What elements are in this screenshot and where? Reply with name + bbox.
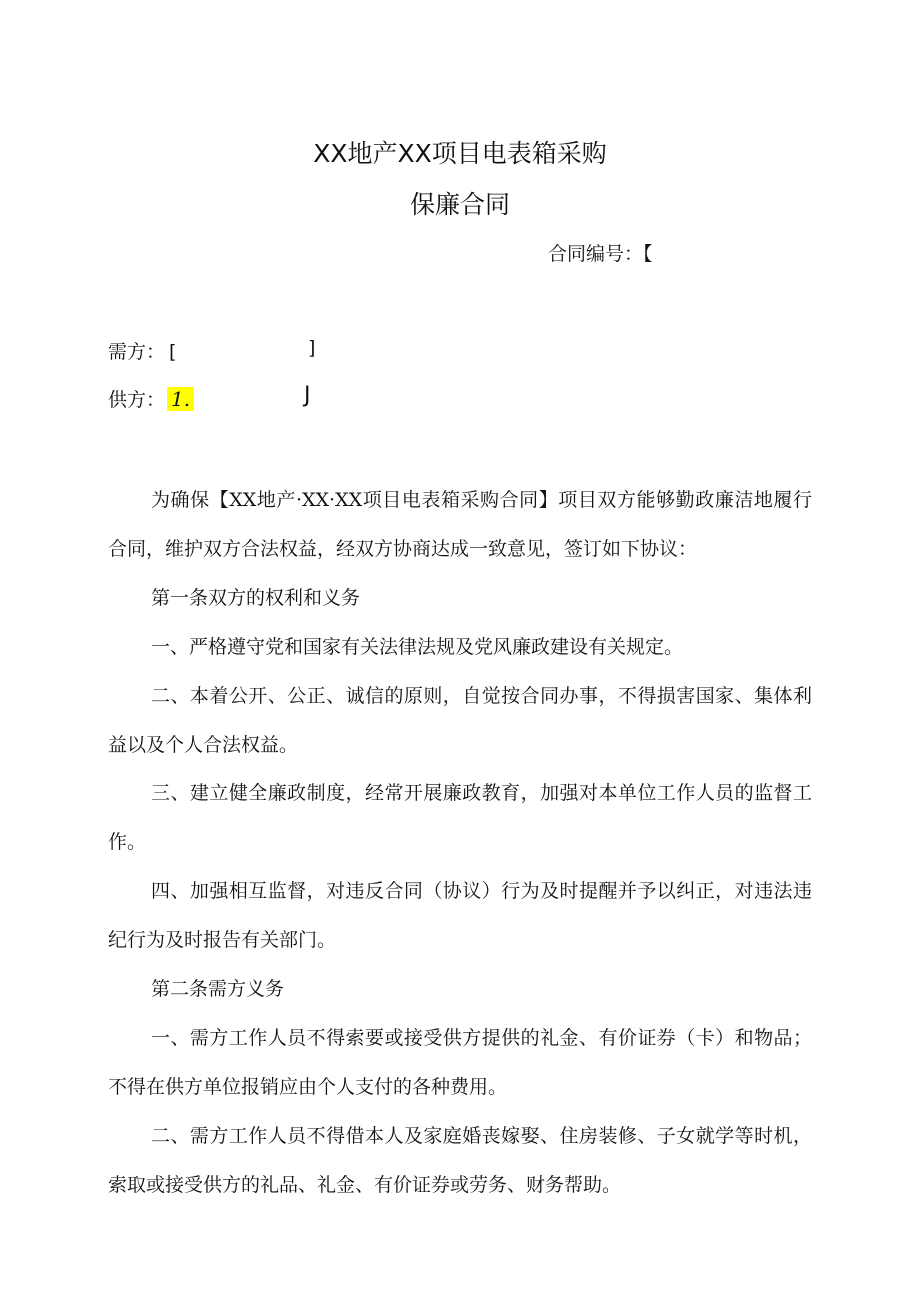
supply-party-highlight: 1. xyxy=(167,387,194,411)
supply-party-bracket-close: J xyxy=(304,383,311,408)
article-heading-2: 第二条需方义务 xyxy=(151,978,285,1001)
paragraph-clause: 一、严格遵守党和国家有关法律法规及党风廉政建设有关规定。 xyxy=(151,635,684,658)
paragraph-clause: 四、加强相互监督，对违反合同（协议）行为及时提醒并予以纠正，对违法违纪行为及时报告有关部门。 xyxy=(108,880,812,952)
paragraph-clause: 一、需方工作人员不得索要或接受供方提供的礼金、有价证券（卡）和物品；不得在供方单位报销应由个人支付的各种费用。 xyxy=(108,1026,812,1098)
contract-body xyxy=(108,476,812,1210)
demand-party-label: 需方： xyxy=(108,341,166,363)
document-title-line1: XX地产XX项目电表箱采购 xyxy=(313,139,607,168)
paragraph-clause: 三、建立健全廉政制度，经常开展廉政教育，加强对本单位工作人员的监督工作。 xyxy=(108,782,812,854)
supply-party-label: 供方： xyxy=(108,389,166,411)
article-heading-1: 第一条双方的权利和义务 xyxy=(151,586,361,609)
demand-party-line xyxy=(108,337,316,364)
paragraph-clause: 二、需方工作人员不得借本人及家庭婚丧嫁娶、住房装修、子女就学等时机，索取或接受供方的礼品、礼金、有价证券或劳务、财务帮助。 xyxy=(108,1124,812,1196)
demand-party-bracket-close: ] xyxy=(308,337,316,359)
supply-party-line xyxy=(108,383,311,412)
contract-number-label: 合同编号：【 xyxy=(548,243,653,265)
paragraph-intro: 为确保【XX地产·XX·XX项目电表箱采购合同】项目双方能够勤政廉洁地履行合同，维护双方合法权益，经双方协商达成一致意见，签订如下协议： xyxy=(108,489,812,560)
demand-party-bracket-open: [ xyxy=(169,341,177,363)
paragraph-clause: 二、本着公开、公正、诚信的原则，自觉按合同办事，不得损害国家、集体利益以及个人合法权益。 xyxy=(108,684,812,756)
document-title-line2: 保廉合同 xyxy=(409,190,510,219)
